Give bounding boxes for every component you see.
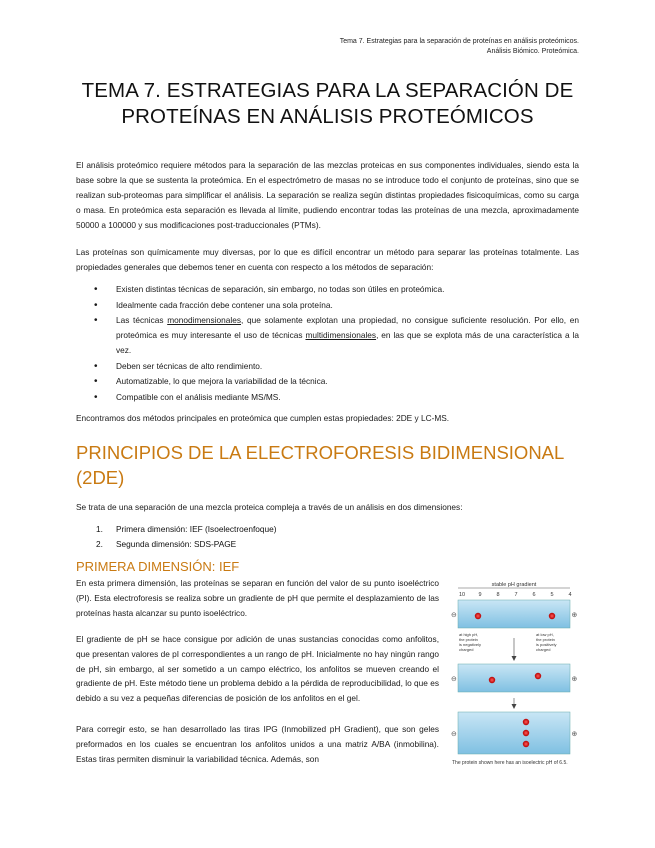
list-item-text: Automatizable, lo que mejora la variabilidad de la técnica. [116, 376, 328, 386]
running-header [340, 37, 579, 56]
cathode-icon: ⊖ [451, 731, 457, 738]
list-item-text: Existen distintas técnicas de separación, sin embargo, no todas son útiles en proteómica. [116, 284, 445, 294]
page-title-line-1: TEMA 7. ESTRATEGIAS PARA LA SEPARACIÓN DE [81, 79, 574, 102]
list-number: 1. [96, 524, 103, 534]
figure-left-note [459, 632, 481, 652]
dimensions-list [76, 522, 579, 551]
bullet-icon: • [94, 360, 98, 372]
page-title-line-2: PROTEÍNAS EN ANÁLISIS PROTEÓMICOS [121, 105, 534, 128]
protein-dot [523, 741, 529, 747]
intro-paragraph: El análisis proteómico requiere métodos para la separación de las mezclas proteicas en sus componentes individuales, siendo esta la base sobre la que se sustenta la proteómica. En el espectrómetro de masas no se introduce todo el conjunto de proteínas, sino que se realizan sub-proteomas para simplificar el análisis. La separación se realiza según distintas propiedades fisicoquímicas, como su carga o masa. En proteómica esta separación es llevada al límite, pudiendo encontrar todas las proteínas de una mezcla, aproximadamente 50000 a 100000 y sus modificaciones post-traduccionales (PTMs). [76, 160, 579, 230]
ph-tick-label: 7 [514, 592, 518, 598]
ph-tick-label: 4 [568, 592, 572, 598]
figure-note-line: at high pH, [459, 632, 479, 637]
anode-icon: ⊕ [571, 612, 578, 619]
list-item-text: , que solamente explotan una propiedad, no consigue suficiente resolución. Por ello, en proteómica es muy interesante el uso de técnicas [116, 315, 579, 340]
protein-dot [535, 673, 541, 679]
section-heading [76, 440, 579, 490]
list-item [76, 374, 579, 389]
down-arrow-head-icon [512, 656, 517, 661]
ph-tick-label: 6 [532, 592, 536, 598]
list-item-text: , en las que se explota más de una característica a la vez. [116, 330, 579, 355]
list-item-text: Primera dimensión: IEF (Isoelectroenfoque) [116, 524, 277, 534]
ph-tick-label: 9 [478, 592, 482, 598]
anode-icon: ⊕ [571, 731, 578, 738]
figure-right-note [536, 632, 556, 652]
ief-paragraph-3: Para corregir esto, se han desarrollado las tiras IPG (Inmobilized pH Gradient), que son geles preformados en los cuales se encuentran los anfolitos unidos a una matriz A/BA (inmobilina). Estas tiras permiten disminuir la variabilidad técnica. Además, son [76, 724, 439, 764]
closing-paragraph: Encontramos dos métodos principales en proteómica que cumplen estas propiedades: 2DE y LC-MS. [76, 413, 450, 423]
figure-note-line: the protein [536, 637, 555, 642]
list-item-text: Deben ser técnicas de alto rendimiento. [116, 360, 263, 371]
figure-caption: The protein shown here has an isoelectric pH of 6.5. [452, 760, 568, 766]
figure-note-line: is positively [536, 642, 557, 647]
ph-tick-label: 10 [458, 592, 466, 598]
running-header-line-2: Análisis Biómico. Proteómica. [486, 47, 579, 55]
figure-note-line: at low pH, [536, 632, 554, 637]
list-item-text: Las técnicas [116, 315, 168, 325]
down-arrow-head-icon [512, 704, 517, 709]
protein-dot [489, 677, 495, 683]
figure-title: stable pH gradient [491, 582, 537, 588]
bullet-icon: • [94, 315, 98, 326]
figure-note-line: is negatively [459, 642, 482, 647]
section-heading-line-1: PRINCIPIOS DE LA ELECTROFORESIS BIDIMENSIONAL [76, 442, 565, 463]
ph-tick-label: 5 [550, 592, 554, 598]
anode-icon: ⊕ [571, 676, 578, 683]
protein-dot [523, 719, 529, 725]
gel-strip-2 [458, 664, 570, 692]
ph-tick-label: 8 [496, 592, 500, 598]
list-item-text: Compatible con el análisis mediante MS/MS. [116, 391, 281, 402]
list-item-text: Segunda dimensión: SDS-PAGE [116, 538, 237, 549]
protein-dot [549, 613, 555, 619]
underlined-term: multidimensionales [305, 330, 377, 340]
list-item [76, 522, 579, 537]
page-title [60, 78, 595, 130]
protein-dot [523, 730, 529, 736]
protein-dot [475, 613, 481, 619]
ief-paragraph-1: En esta primera dimensión, las proteínas se separan en función del valor de su punto isoeléctrico (PI). Esta electroforesis se realiza sobre un gradiente de pH que permite el desplazamiento de las proteínas hasta alcanzar su punto isoeléctrico. [76, 578, 439, 618]
properties-list [76, 282, 579, 405]
ief-figure [448, 578, 581, 768]
list-item [76, 282, 579, 297]
bullet-icon: • [94, 376, 98, 387]
figure-note-line: the protein [459, 637, 478, 642]
list-item-text: Idealmente cada fracción debe contener una sola proteína. [116, 299, 333, 310]
ief-paragraph-2: El gradiente de pH se hace consigue por adición de unas sustancias conocidas como anfolitos, que presentan valores de pI correspondientes a un rango de pH. Inicialmente no hay ningún rango de pH, sin embargo, al ser sometido a un campo eléctrico, los anfolitos se mueven creando el gradiente de pH. Este método tiene un problema debido a la pérdida de reproducibilidad, lo que es debido a su vez a pequeñas diferencias de posición de los anfolitos en el gel. [76, 634, 439, 704]
section-intro: Se trata de una separación de una mezcla proteica compleja a través de un análisis en dos dimensiones: [76, 502, 463, 512]
bullet-icon: • [94, 391, 98, 403]
underlined-term: monodimensionales [167, 315, 241, 325]
cathode-icon: ⊖ [451, 612, 457, 619]
list-item [76, 390, 579, 405]
subsection-heading: PRIMERA DIMENSIÓN: IEF [76, 559, 240, 574]
list-item [76, 359, 579, 374]
list-number: 2. [96, 538, 103, 549]
bullet-icon: • [94, 284, 98, 295]
figure-note-line: charged [536, 647, 551, 652]
bullet-icon: • [94, 299, 98, 311]
list-item [76, 313, 579, 358]
properties-paragraph: Las proteínas son químicamente muy diversas, por lo que es difícil encontrar un método para separar las proteínas totalmente. Las propiedades generales que debemos tener en cuenta con respecto a los métodos de separación: [76, 247, 579, 272]
gel-strip-3 [458, 712, 570, 754]
section-heading-line-2: (2DE) [76, 467, 125, 488]
running-header-line-1: Tema 7. Estrategias para la separación de proteínas en análisis proteómicos. [339, 38, 579, 45]
cathode-icon: ⊖ [451, 676, 457, 683]
figure-note-line: charged [459, 647, 474, 652]
list-item [76, 537, 579, 552]
list-item [76, 298, 579, 313]
